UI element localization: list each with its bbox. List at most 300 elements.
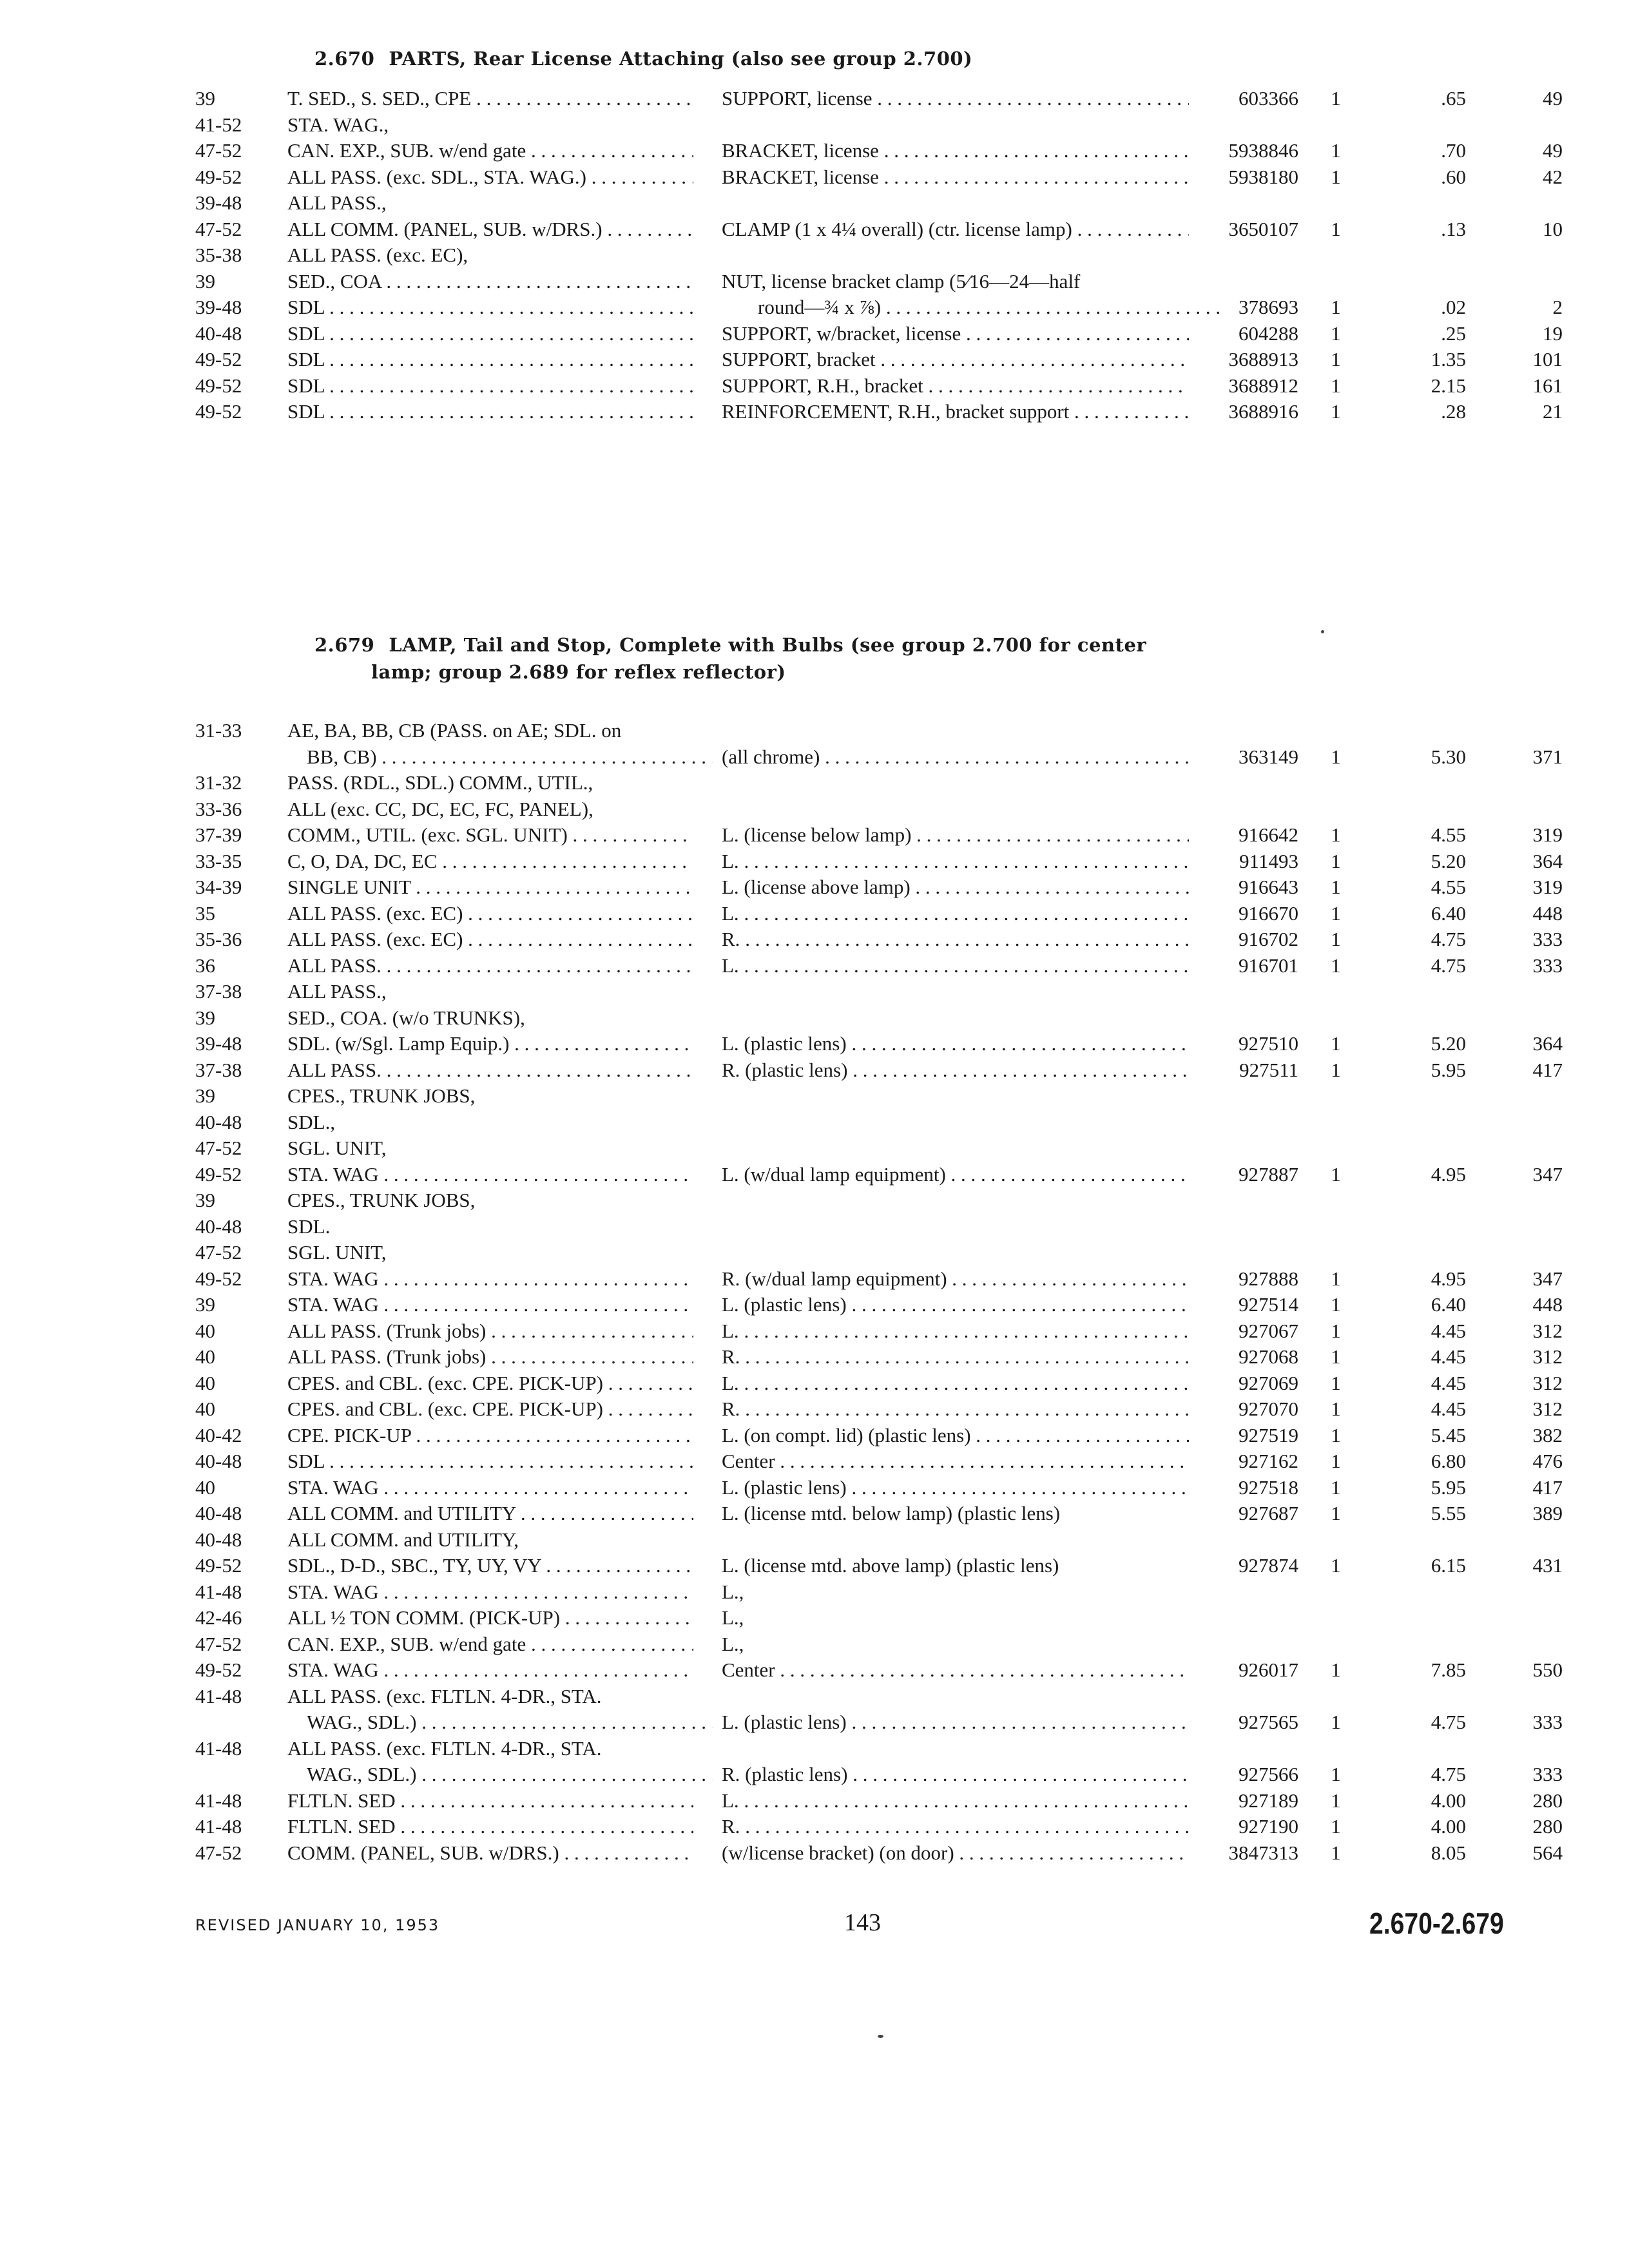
- quantity: 1: [1331, 1502, 1341, 1524]
- price-group: 2: [1552, 296, 1563, 318]
- part-description: L. (plastic lens) . . .: [722, 1709, 1189, 1735]
- part-description: Center . . .: [722, 1448, 1189, 1474]
- list-price: .65: [1441, 87, 1466, 110]
- model-description: SINGLE UNIT . . .: [287, 874, 693, 900]
- price-group: 431: [1532, 1554, 1563, 1577]
- model-description: STA. WAG . . .: [287, 1162, 693, 1187]
- model-year: 41-48: [195, 1684, 242, 1707]
- list-price: 5.55: [1431, 1502, 1466, 1524]
- model-year: 39: [195, 269, 215, 293]
- part-number: 916642: [1239, 823, 1298, 846]
- model-description: CAN. EXP., SUB. w/end gate . . .: [287, 1631, 693, 1657]
- model-description: CPES. and CBL. (exc. CPE. PICK-UP) . . .: [287, 1370, 693, 1396]
- table-row: [0, 1083, 1629, 1109]
- table-row: [0, 1318, 1629, 1344]
- part-description: R. . . .: [722, 1344, 1189, 1370]
- model-year: 39: [195, 87, 215, 110]
- price-group: 10: [1543, 217, 1563, 240]
- model-description: ALL PASS. (exc. EC),: [287, 244, 468, 266]
- list-price: 6.40: [1431, 901, 1466, 925]
- quantity: 1: [1331, 1763, 1341, 1785]
- model-year: 40: [195, 1398, 215, 1420]
- list-price: 4.75: [1431, 1763, 1466, 1785]
- table-row: [0, 718, 1629, 744]
- list-price: 4.75: [1431, 928, 1466, 950]
- price-group: 347: [1532, 1162, 1563, 1186]
- part-number: 3688912: [1228, 374, 1298, 397]
- price-group: 448: [1532, 901, 1563, 925]
- model-year: 41-48: [195, 1815, 242, 1838]
- model-description: CPE. PICK-UP . . .: [287, 1423, 693, 1448]
- model-year: 49-52: [195, 348, 242, 370]
- table-row: [0, 1057, 1629, 1083]
- model-year: 37-38: [195, 980, 242, 1003]
- section-title: PARTS, Rear License Attaching (also see group 2.700): [389, 48, 973, 70]
- model-description: SDL., D-D., SBC., TY, UY, VY . . .: [287, 1553, 693, 1579]
- table-row: [0, 901, 1629, 927]
- model-year: 40: [195, 1475, 215, 1499]
- quantity: 1: [1331, 1267, 1341, 1290]
- table-row: [0, 1814, 1629, 1840]
- table-row: [0, 1501, 1629, 1526]
- model-description: ALL PASS. (exc. FLTLN. 4-DR., STA.: [287, 1684, 602, 1707]
- model-description: ALL PASS. (exc. SDL., STA. WAG.) . . .: [287, 164, 693, 190]
- part-number: 927162: [1239, 1450, 1298, 1472]
- model-description: STA. WAG . . .: [287, 1266, 693, 1292]
- price-group: 389: [1532, 1502, 1563, 1524]
- table-row: [0, 1214, 1629, 1240]
- part-description: BRACKET, license . . .: [722, 138, 1189, 164]
- section-heading-2670: [314, 45, 972, 72]
- model-year: 36: [195, 954, 215, 977]
- price-group: 19: [1543, 322, 1563, 345]
- price-group: 448: [1532, 1293, 1563, 1316]
- model-description: AE, BA, BB, CB (PASS. on AE; SDL. on: [287, 719, 622, 742]
- quantity: 1: [1331, 928, 1341, 950]
- table-row: [0, 1840, 1629, 1866]
- part-description: L.,: [722, 1580, 744, 1603]
- part-description: L. (plastic lens) . . .: [722, 1292, 1189, 1318]
- quantity: 1: [1331, 849, 1341, 872]
- model-description: ALL PASS.,: [287, 980, 387, 1003]
- part-description: R. . . .: [722, 927, 1189, 952]
- table-row: [0, 269, 1629, 294]
- quantity: 1: [1331, 296, 1341, 318]
- price-group: 333: [1532, 954, 1563, 977]
- model-description: COMM. (PANEL, SUB. w/DRS.) . . .: [287, 1840, 693, 1866]
- part-description: R. . . .: [722, 1396, 1189, 1422]
- part-description: REINFORCEMENT, R.H., bracket support . . .: [722, 399, 1189, 425]
- model-description: CAN. EXP., SUB. w/end gate . . .: [287, 138, 693, 164]
- list-price: 5.95: [1431, 1475, 1466, 1499]
- section-number: 2.670: [314, 48, 375, 70]
- part-description: L. (license mtd. above lamp) (plastic lens): [722, 1554, 1059, 1577]
- model-description: ALL PASS. . . .: [287, 1057, 693, 1083]
- price-group: 280: [1532, 1789, 1563, 1812]
- model-year: 47-52: [195, 217, 242, 240]
- model-description: WAG., SDL.) . . .: [287, 1762, 713, 1787]
- price-group: 371: [1532, 745, 1563, 768]
- table-row: [0, 347, 1629, 372]
- model-year: 47-52: [195, 1632, 242, 1655]
- section-title: LAMP, Tail and Stop, Complete with Bulbs (see group 2.700 for center: [389, 634, 1147, 656]
- model-year: 35-36: [195, 928, 242, 950]
- model-description: SDL.: [287, 1215, 331, 1238]
- table-row: [0, 138, 1629, 164]
- quantity: 1: [1331, 1398, 1341, 1420]
- price-group: 564: [1532, 1841, 1563, 1864]
- table-row: [0, 112, 1629, 138]
- quantity: 1: [1331, 954, 1341, 977]
- model-year: 40-48: [195, 1110, 242, 1133]
- part-description: R. (plastic lens) . . .: [722, 1762, 1189, 1787]
- table-row: [0, 1292, 1629, 1318]
- model-year: 33-36: [195, 797, 242, 820]
- model-description: SDL . . .: [287, 321, 693, 347]
- table-row: [0, 744, 1629, 770]
- model-description: ALL ½ TON COMM. (PICK-UP) . . .: [287, 1605, 693, 1631]
- part-number: 603366: [1239, 87, 1298, 110]
- table-row: [0, 1475, 1629, 1501]
- part-number: 363149: [1239, 745, 1298, 768]
- price-group: 417: [1532, 1058, 1563, 1081]
- price-group: 312: [1532, 1345, 1563, 1368]
- section-heading-2679: [314, 631, 1146, 686]
- price-group: 312: [1532, 1398, 1563, 1420]
- table-row: [0, 1135, 1629, 1161]
- part-number: 927190: [1239, 1815, 1298, 1838]
- quantity: 1: [1331, 400, 1341, 423]
- price-group: 476: [1532, 1450, 1563, 1472]
- part-number: 927888: [1239, 1267, 1298, 1290]
- table-row: [0, 849, 1629, 874]
- model-description: SDL. (w/Sgl. Lamp Equip.) . . .: [287, 1031, 693, 1057]
- table-row: [0, 1344, 1629, 1370]
- table-row: [0, 1736, 1629, 1762]
- part-number: 927067: [1239, 1319, 1298, 1342]
- model-year: 39-48: [195, 296, 242, 318]
- table-row: [0, 1788, 1629, 1814]
- quantity: 1: [1331, 1293, 1341, 1316]
- part-number: 911493: [1239, 849, 1298, 872]
- price-group: 21: [1543, 400, 1563, 423]
- part-description: BRACKET, license . . .: [722, 164, 1189, 190]
- part-description: L. (license above lamp) . . .: [722, 874, 1189, 900]
- quantity: 1: [1331, 1058, 1341, 1081]
- part-number: 3688913: [1228, 348, 1298, 370]
- model-description: SED., COA. (w/o TRUNKS),: [287, 1006, 525, 1029]
- model-description: ALL COMM. and UTILITY,: [287, 1528, 519, 1551]
- table-row: [0, 86, 1629, 111]
- part-number: 5938180: [1228, 165, 1298, 188]
- model-year: 37-38: [195, 1058, 242, 1081]
- model-year: 41-48: [195, 1789, 242, 1812]
- table-row: [0, 321, 1629, 347]
- print-speck: [878, 2035, 883, 2038]
- model-description: FLTLN. SED . . .: [287, 1788, 693, 1814]
- part-description: L. (w/dual lamp equipment) . . .: [722, 1162, 1189, 1187]
- table-row: [0, 1240, 1629, 1265]
- table-row: [0, 1031, 1629, 1057]
- model-year: 49-52: [195, 1267, 242, 1290]
- model-description: STA. WAG . . .: [287, 1475, 693, 1501]
- table-row: [0, 1162, 1629, 1187]
- part-number: 927887: [1239, 1162, 1298, 1186]
- model-description: SDL . . .: [287, 347, 693, 372]
- model-year: 41-48: [195, 1736, 242, 1760]
- part-description: L. . . .: [722, 849, 1189, 874]
- price-group: 364: [1532, 1032, 1563, 1055]
- price-group: 417: [1532, 1475, 1563, 1499]
- model-year: 39: [195, 1006, 215, 1029]
- list-price: 4.45: [1431, 1371, 1466, 1394]
- model-year: 49-52: [195, 1658, 242, 1681]
- part-description: L.,: [722, 1632, 744, 1655]
- table-row: [0, 874, 1629, 900]
- model-year: 35-38: [195, 244, 242, 266]
- price-group: 319: [1532, 876, 1563, 898]
- part-number: 927518: [1239, 1475, 1298, 1499]
- table-row: [0, 822, 1629, 848]
- table-row: [0, 1762, 1629, 1787]
- model-description: CPES. and CBL. (exc. CPE. PICK-UP) . . .: [287, 1396, 693, 1422]
- part-description: L. (license mtd. below lamp) (plastic lens): [722, 1502, 1061, 1524]
- list-price: 4.75: [1431, 1711, 1466, 1733]
- part-number: 927510: [1239, 1032, 1298, 1055]
- table-row: [0, 953, 1629, 979]
- model-year: 40: [195, 1371, 215, 1394]
- quantity: 1: [1331, 322, 1341, 345]
- list-price: 4.00: [1431, 1815, 1466, 1838]
- model-description: ALL PASS. (Trunk jobs) . . .: [287, 1344, 693, 1370]
- model-year: 40-48: [195, 322, 242, 345]
- page-number: 143: [844, 1909, 881, 1936]
- quantity: 1: [1331, 348, 1341, 370]
- part-description: L. . . .: [722, 1318, 1189, 1344]
- model-description: ALL PASS.,: [287, 191, 387, 214]
- list-price: 7.85: [1431, 1658, 1466, 1681]
- table-row: [0, 927, 1629, 952]
- section-number: 2.679: [314, 634, 375, 656]
- table-row: [0, 1553, 1629, 1579]
- quantity: 1: [1331, 374, 1341, 397]
- list-price: 4.00: [1431, 1789, 1466, 1812]
- price-group: 49: [1543, 139, 1563, 162]
- quantity: 1: [1331, 1554, 1341, 1577]
- table-row: [0, 796, 1629, 822]
- model-description: SDL.,: [287, 1110, 336, 1133]
- model-year: 31-33: [195, 719, 242, 742]
- price-group: 333: [1532, 928, 1563, 950]
- table-row: [0, 373, 1629, 399]
- model-description: STA. WAG . . .: [287, 1657, 693, 1683]
- quantity: 1: [1331, 1815, 1341, 1838]
- part-description: L.,: [722, 1606, 744, 1629]
- part-number: 5938846: [1228, 139, 1298, 162]
- model-description: SDL . . .: [287, 399, 693, 425]
- model-year: 40-48: [195, 1502, 242, 1524]
- price-group: 42: [1543, 165, 1563, 188]
- price-group: 333: [1532, 1711, 1563, 1733]
- table-row: [0, 294, 1629, 320]
- model-description: T. SED., S. SED., CPE . . .: [287, 86, 693, 111]
- part-description: SUPPORT, R.H., bracket . . .: [722, 373, 1189, 399]
- quantity: 1: [1331, 901, 1341, 925]
- model-description: SDL . . .: [287, 1448, 693, 1474]
- model-description: ALL PASS. (exc. EC) . . .: [287, 927, 693, 952]
- model-year: 39-48: [195, 191, 242, 214]
- model-description: STA. WAG . . .: [287, 1292, 693, 1318]
- list-price: 4.55: [1431, 823, 1466, 846]
- list-price: 4.55: [1431, 876, 1466, 898]
- model-description: STA. WAG . . .: [287, 1579, 693, 1605]
- price-group: 364: [1532, 849, 1563, 872]
- part-description: R. . . .: [722, 1814, 1189, 1840]
- model-year: 40-48: [195, 1528, 242, 1551]
- table-row: [0, 1657, 1629, 1683]
- model-description: SED., COA . . .: [287, 269, 693, 294]
- list-price: .25: [1441, 322, 1466, 345]
- quantity: 1: [1331, 1319, 1341, 1342]
- model-year: 49-52: [195, 165, 242, 188]
- price-group: 347: [1532, 1267, 1563, 1290]
- model-year: 40-42: [195, 1423, 242, 1446]
- quantity: 1: [1331, 139, 1341, 162]
- model-description: WAG., SDL.) . . .: [287, 1709, 713, 1735]
- table-row: [0, 164, 1629, 190]
- part-number: 3650107: [1228, 217, 1298, 240]
- quantity: 1: [1331, 1423, 1341, 1446]
- table-row: [0, 1527, 1629, 1553]
- part-number: 927566: [1239, 1763, 1298, 1785]
- model-year: 40-48: [195, 1450, 242, 1472]
- list-price: 5.95: [1431, 1058, 1466, 1081]
- list-price: 5.30: [1431, 745, 1466, 768]
- quantity: 1: [1331, 1475, 1341, 1499]
- part-description: (all chrome) . . .: [722, 744, 1189, 770]
- model-year: 42-46: [195, 1606, 242, 1629]
- part-number: 916702: [1239, 928, 1298, 950]
- model-description: ALL COMM. (PANEL, SUB. w/DRS.) . . .: [287, 216, 693, 242]
- model-description: BB, CB) . . .: [287, 744, 713, 770]
- quantity: 1: [1331, 87, 1341, 110]
- part-description: round—¾ x ⅞) . . .: [722, 294, 1225, 320]
- price-group: 312: [1532, 1371, 1563, 1394]
- model-year: 49-52: [195, 400, 242, 423]
- list-price: 4.45: [1431, 1398, 1466, 1420]
- table-row: [0, 1396, 1629, 1422]
- model-year: 40-48: [195, 1215, 242, 1238]
- list-price: .28: [1441, 400, 1466, 423]
- list-price: 4.75: [1431, 954, 1466, 977]
- quantity: 1: [1331, 165, 1341, 188]
- quantity: 1: [1331, 1711, 1341, 1733]
- model-description: SDL . . .: [287, 294, 693, 320]
- table-row: [0, 1005, 1629, 1031]
- part-description: L. . . .: [722, 1788, 1189, 1814]
- quantity: 1: [1331, 745, 1341, 768]
- model-year: 39: [195, 1084, 215, 1107]
- quantity: 1: [1331, 1371, 1341, 1394]
- section-title-continued: lamp; group 2.689 for reflex reflector): [371, 661, 786, 683]
- part-number: 927070: [1239, 1398, 1298, 1420]
- model-year: 40: [195, 1319, 215, 1342]
- quantity: 1: [1331, 823, 1341, 846]
- part-description: L. . . .: [722, 901, 1189, 927]
- table-row: [0, 190, 1629, 216]
- part-number: 927687: [1239, 1502, 1298, 1524]
- part-number: 378693: [1239, 296, 1298, 318]
- model-description: ALL PASS. . . .: [287, 953, 693, 979]
- part-number: 927189: [1239, 1789, 1298, 1812]
- list-price: 5.45: [1431, 1423, 1466, 1446]
- table-row: [0, 1631, 1629, 1657]
- model-description: ALL PASS. (exc. EC) . . .: [287, 901, 693, 927]
- model-year: 49-52: [195, 1162, 242, 1186]
- model-description: ALL PASS. (Trunk jobs) . . .: [287, 1318, 693, 1344]
- list-price: 4.45: [1431, 1319, 1466, 1342]
- table-row: [0, 1423, 1629, 1448]
- list-price: 5.20: [1431, 849, 1466, 872]
- quantity: 1: [1331, 1450, 1341, 1472]
- model-description: FLTLN. SED . . .: [287, 1814, 693, 1840]
- price-group: 49: [1543, 87, 1563, 110]
- part-number: 927565: [1239, 1711, 1298, 1733]
- price-group: 101: [1532, 348, 1563, 370]
- list-price: 4.95: [1431, 1267, 1466, 1290]
- part-description: SUPPORT, bracket . . .: [722, 347, 1189, 372]
- part-number: 927514: [1239, 1293, 1298, 1316]
- part-description: R. (plastic lens) . . .: [722, 1057, 1189, 1083]
- list-price: .70: [1441, 139, 1466, 162]
- part-number: 916670: [1239, 901, 1298, 925]
- table-row: [0, 1266, 1629, 1292]
- list-price: .02: [1441, 296, 1466, 318]
- quantity: 1: [1331, 1658, 1341, 1681]
- model-description: PASS. (RDL., SDL.) COMM., UTIL.,: [287, 771, 593, 794]
- list-price: 4.45: [1431, 1345, 1466, 1368]
- model-description: CPES., TRUNK JOBS,: [287, 1189, 476, 1211]
- quantity: 1: [1331, 1841, 1341, 1864]
- part-description: SUPPORT, w/bracket, license . . .: [722, 321, 1189, 347]
- list-price: 4.95: [1431, 1162, 1466, 1186]
- model-year: 34-39: [195, 876, 242, 898]
- list-price: 8.05: [1431, 1841, 1466, 1864]
- quantity: 1: [1331, 217, 1341, 240]
- part-description: Center . . .: [722, 1657, 1189, 1683]
- model-description: SDL . . .: [287, 373, 693, 399]
- price-group: 382: [1532, 1423, 1563, 1446]
- part-number: 916701: [1239, 954, 1298, 977]
- model-description: SGL. UNIT,: [287, 1241, 387, 1264]
- model-year: 33-35: [195, 849, 242, 872]
- table-row: [0, 399, 1629, 425]
- price-group: 161: [1532, 374, 1563, 397]
- part-number: 927511: [1239, 1058, 1298, 1081]
- list-price: 6.80: [1431, 1450, 1466, 1472]
- quantity: 1: [1331, 876, 1341, 898]
- quantity: 1: [1331, 1032, 1341, 1055]
- table-row: [0, 1187, 1629, 1213]
- list-price: .60: [1441, 165, 1466, 188]
- quantity: 1: [1331, 1345, 1341, 1368]
- list-price: .13: [1441, 217, 1466, 240]
- model-description: ALL COMM. and UTILITY . . .: [287, 1501, 693, 1526]
- part-description: R. (w/dual lamp equipment) . . .: [722, 1266, 1189, 1292]
- list-price: 6.40: [1431, 1293, 1466, 1316]
- price-group: 333: [1532, 1763, 1563, 1785]
- price-group: 280: [1532, 1815, 1563, 1838]
